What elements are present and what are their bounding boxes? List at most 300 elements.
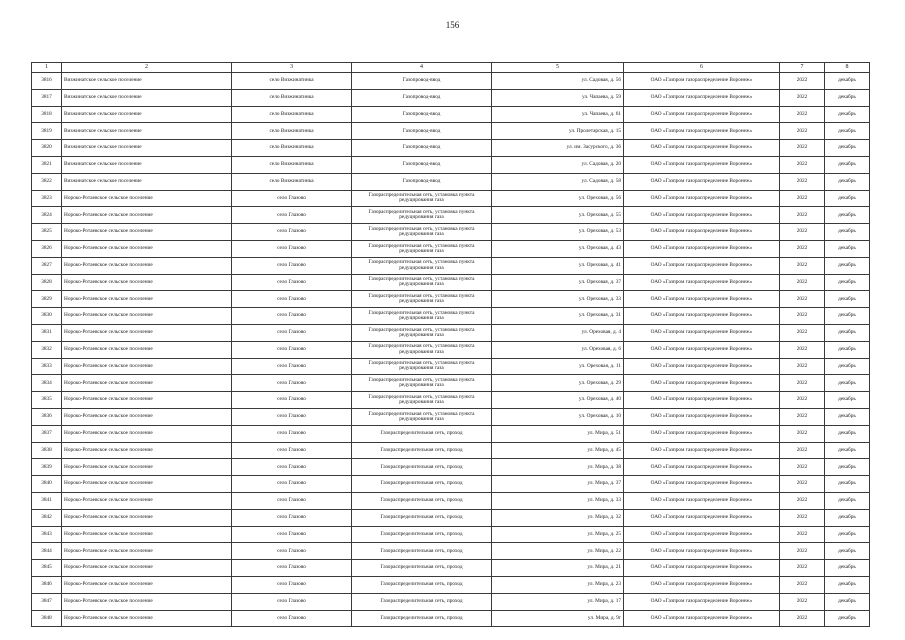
table-row <box>32 560 870 577</box>
row-number-cell: 3841 <box>32 492 62 509</box>
header-cell: 4 <box>352 63 492 73</box>
village-cell: село Глазово <box>232 291 352 308</box>
village-cell: село Глазово <box>232 526 352 543</box>
owner-cell: ОАО «Газпром газораспределение Воронеж» <box>624 123 780 140</box>
address-cell: ул. Садовая, д. 58 <box>492 173 624 190</box>
row-number-cell: 3818 <box>32 106 62 123</box>
settlement-cell: Нороко-Ротаевское сельское поселение <box>62 425 232 442</box>
village-cell: село Глазово <box>232 358 352 375</box>
table-row <box>32 358 870 375</box>
settlement-cell: Нороко-Ротаевское сельское поселение <box>62 324 232 341</box>
settlement-cell: Нороко-Ротаевское сельское поселение <box>62 308 232 325</box>
row-number-cell: 3839 <box>32 459 62 476</box>
table-row <box>32 509 870 526</box>
village-cell: село Глазово <box>232 593 352 610</box>
object-cell: Газопровод-ввод <box>352 106 492 123</box>
address-cell: ул. Ореховая, д. 11 <box>492 358 624 375</box>
row-number-cell: 3836 <box>32 408 62 425</box>
year-cell: 2022 <box>780 324 825 341</box>
settlement-cell: Визжинатское сельское поселение <box>62 173 232 190</box>
object-cell: Газопровод-ввод <box>352 173 492 190</box>
address-cell: ул. Мира, д. 17 <box>492 593 624 610</box>
row-number-cell: 3843 <box>32 526 62 543</box>
table-row <box>32 106 870 123</box>
month-cell: декабрь <box>825 156 870 173</box>
owner-cell: ОАО «Газпром газораспределение Воронеж» <box>624 274 780 291</box>
owner-cell: ОАО «Газпром газораспределение Воронеж» <box>624 73 780 90</box>
table-row <box>32 476 870 493</box>
address-cell: ул. Ореховая, д. 29 <box>492 375 624 392</box>
header-cell: 3 <box>232 63 352 73</box>
object-cell: Газораспределительная сеть, установка пункта редуцирования газа <box>352 190 492 207</box>
settlement-cell: Нороко-Ротаевское сельское поселение <box>62 610 232 627</box>
object-cell: Газораспределительная сеть, установка пункта редуцирования газа <box>352 224 492 241</box>
settlement-cell: Нороко-Ротаевское сельское поселение <box>62 358 232 375</box>
village-cell: село Глазово <box>232 442 352 459</box>
row-number-cell: 3819 <box>32 123 62 140</box>
settlement-cell: Нороко-Ротаевское сельское поселение <box>62 543 232 560</box>
village-cell: село Глазово <box>232 543 352 560</box>
object-cell: Газораспределительная сеть, установка пункта редуцирования газа <box>352 308 492 325</box>
month-cell: декабрь <box>825 123 870 140</box>
settlement-cell: Нороко-Ротаевское сельское поселение <box>62 476 232 493</box>
header-cell: 1 <box>32 63 62 73</box>
settlement-cell: Нороко-Ротаевское сельское поселение <box>62 257 232 274</box>
year-cell: 2022 <box>780 123 825 140</box>
address-cell: ул. Мира, д. 37 <box>492 476 624 493</box>
settlement-cell: Нороко-Ротаевское сельское поселение <box>62 509 232 526</box>
table-row <box>32 140 870 157</box>
address-cell: ул. Ореховая, д. 55 <box>492 207 624 224</box>
object-cell: Газопровод-ввод <box>352 156 492 173</box>
table-row <box>32 73 870 90</box>
header-cell: 5 <box>492 63 624 73</box>
month-cell: декабрь <box>825 324 870 341</box>
row-number-cell: 3831 <box>32 324 62 341</box>
settlement-cell: Нороко-Ротаевское сельское поселение <box>62 240 232 257</box>
settlement-cell: Визжинатское сельское поселение <box>62 140 232 157</box>
table-row <box>32 190 870 207</box>
month-cell: декабрь <box>825 291 870 308</box>
table-row <box>32 224 870 241</box>
owner-cell: ОАО «Газпром газораспределение Воронеж» <box>624 375 780 392</box>
village-cell: село Визжинатинка <box>232 156 352 173</box>
page-number: 156 <box>445 20 460 30</box>
village-cell: село Глазово <box>232 308 352 325</box>
owner-cell: ОАО «Газпром газораспределение Воронеж» <box>624 560 780 577</box>
month-cell: декабрь <box>825 274 870 291</box>
object-cell: Газораспределительная сеть, проход <box>352 610 492 627</box>
village-cell: село Глазово <box>232 425 352 442</box>
owner-cell: ОАО «Газпром газораспределение Воронеж» <box>624 190 780 207</box>
address-cell: ул. Мира, д. 33 <box>492 492 624 509</box>
month-cell: декабрь <box>825 257 870 274</box>
month-cell: декабрь <box>825 73 870 90</box>
year-cell: 2022 <box>780 610 825 627</box>
address-cell: ул. Ореховая, д. 33 <box>492 291 624 308</box>
table-row <box>32 123 870 140</box>
settlement-cell: Визжинатское сельское поселение <box>62 156 232 173</box>
month-cell: декабрь <box>825 509 870 526</box>
address-cell: ул. Ореховая, д. 37 <box>492 274 624 291</box>
header-cell: 6 <box>624 63 780 73</box>
table-row <box>32 492 870 509</box>
table-row <box>32 576 870 593</box>
table-row <box>32 459 870 476</box>
owner-cell: ОАО «Газпром газораспределение Воронеж» <box>624 291 780 308</box>
village-cell: село Глазово <box>232 576 352 593</box>
object-cell: Газораспределительная сеть, проход <box>352 576 492 593</box>
table-row <box>32 173 870 190</box>
owner-cell: ОАО «Газпром газораспределение Воронеж» <box>624 543 780 560</box>
row-number-cell: 3817 <box>32 89 62 106</box>
year-cell: 2022 <box>780 576 825 593</box>
year-cell: 2022 <box>780 156 825 173</box>
village-cell: село Глазово <box>232 392 352 409</box>
row-number-cell: 3835 <box>32 392 62 409</box>
table-row <box>32 375 870 392</box>
month-cell: декабрь <box>825 375 870 392</box>
row-number-cell: 3829 <box>32 291 62 308</box>
year-cell: 2022 <box>780 224 825 241</box>
year-cell: 2022 <box>780 240 825 257</box>
header-cell: 8 <box>825 63 870 73</box>
header-row <box>32 63 870 73</box>
object-cell: Газораспределительная сеть, установка пункта редуцирования газа <box>352 274 492 291</box>
year-cell: 2022 <box>780 291 825 308</box>
month-cell: декабрь <box>825 207 870 224</box>
year-cell: 2022 <box>780 375 825 392</box>
row-number-cell: 3822 <box>32 173 62 190</box>
owner-cell: ОАО «Газпром газораспределение Воронеж» <box>624 492 780 509</box>
address-cell: ул. Ореховая, д. 40 <box>492 392 624 409</box>
object-cell: Газораспределительная сеть, установка пункта редуцирования газа <box>352 375 492 392</box>
owner-cell: ОАО «Газпром газораспределение Воронеж» <box>624 257 780 274</box>
month-cell: декабрь <box>825 593 870 610</box>
table-body <box>32 63 870 627</box>
object-cell: Газораспределительная сеть, проход <box>352 543 492 560</box>
address-cell: ул. Ореховая, д. 43 <box>492 240 624 257</box>
row-number-cell: 3832 <box>32 341 62 358</box>
owner-cell: ОАО «Газпром газораспределение Воронеж» <box>624 392 780 409</box>
settlement-cell: Нороко-Ротаевское сельское поселение <box>62 207 232 224</box>
table-row <box>32 425 870 442</box>
settlement-cell: Нороко-Ротаевское сельское поселение <box>62 576 232 593</box>
owner-cell: ОАО «Газпром газораспределение Воронеж» <box>624 610 780 627</box>
object-cell: Газораспределительная сеть, установка пункта редуцирования газа <box>352 291 492 308</box>
settlement-cell: Визжинатское сельское поселение <box>62 123 232 140</box>
address-cell: ул. Чапаева, д. 61 <box>492 106 624 123</box>
address-cell: ул. Пролетарская, д. 15 <box>492 123 624 140</box>
object-cell: Газораспределительная сеть, установка пункта редуцирования газа <box>352 207 492 224</box>
village-cell: село Глазово <box>232 190 352 207</box>
row-number-cell: 3827 <box>32 257 62 274</box>
settlement-cell: Нороко-Ротаевское сельское поселение <box>62 224 232 241</box>
object-cell: Газораспределительная сеть, проход <box>352 476 492 493</box>
settlement-cell: Нороко-Ротаевское сельское поселение <box>62 291 232 308</box>
table-row <box>32 341 870 358</box>
row-number-cell: 3846 <box>32 576 62 593</box>
table-row <box>32 308 870 325</box>
address-cell: ул. Ореховая, д. 4 <box>492 324 624 341</box>
village-cell: село Визжинатинка <box>232 106 352 123</box>
object-cell: Газопровод-ввод <box>352 123 492 140</box>
month-cell: декабрь <box>825 106 870 123</box>
owner-cell: ОАО «Газпром газораспределение Воронеж» <box>624 224 780 241</box>
settlement-cell: Нороко-Ротаевское сельское поселение <box>62 560 232 577</box>
year-cell: 2022 <box>780 207 825 224</box>
year-cell: 2022 <box>780 274 825 291</box>
month-cell: декабрь <box>825 560 870 577</box>
month-cell: декабрь <box>825 526 870 543</box>
row-number-cell: 3830 <box>32 308 62 325</box>
table-row <box>32 442 870 459</box>
owner-cell: ОАО «Газпром газораспределение Воронеж» <box>624 89 780 106</box>
object-cell: Газопровод-ввод <box>352 140 492 157</box>
year-cell: 2022 <box>780 509 825 526</box>
month-cell: декабрь <box>825 543 870 560</box>
settlement-cell: Нороко-Ротаевское сельское поселение <box>62 375 232 392</box>
object-cell: Газораспределительная сеть, проход <box>352 560 492 577</box>
row-number-cell: 3844 <box>32 543 62 560</box>
address-cell: ул. Мира, д. 45 <box>492 442 624 459</box>
address-cell: ул. Мира, д. 21 <box>492 560 624 577</box>
village-cell: село Глазово <box>232 257 352 274</box>
village-cell: село Визжинатинка <box>232 73 352 90</box>
address-cell: ул. Мира, д. 51 <box>492 425 624 442</box>
object-cell: Газораспределительная сеть, установка пункта редуцирования газа <box>352 257 492 274</box>
settlement-cell: Нороко-Ротаевское сельское поселение <box>62 408 232 425</box>
row-number-cell: 3825 <box>32 224 62 241</box>
month-cell: декабрь <box>825 358 870 375</box>
row-number-cell: 3816 <box>32 73 62 90</box>
object-cell: Газораспределительная сеть, проход <box>352 459 492 476</box>
address-cell: ул. Мира, д. 32 <box>492 509 624 526</box>
row-number-cell: 3820 <box>32 140 62 157</box>
month-cell: декабрь <box>825 408 870 425</box>
owner-cell: ОАО «Газпром газораспределение Воронеж» <box>624 459 780 476</box>
object-cell: Газораспределительная сеть, установка пункта редуцирования газа <box>352 324 492 341</box>
settlement-cell: Нороко-Ротаевское сельское поселение <box>62 442 232 459</box>
settlement-cell: Нороко-Ротаевское сельское поселение <box>62 492 232 509</box>
month-cell: декабрь <box>825 224 870 241</box>
table-row <box>32 156 870 173</box>
month-cell: декабрь <box>825 610 870 627</box>
month-cell: декабрь <box>825 308 870 325</box>
village-cell: село Визжинатинка <box>232 123 352 140</box>
month-cell: декабрь <box>825 140 870 157</box>
year-cell: 2022 <box>780 408 825 425</box>
village-cell: село Глазово <box>232 207 352 224</box>
object-cell: Газораспределительная сеть, установка пункта редуцирования газа <box>352 240 492 257</box>
owner-cell: ОАО «Газпром газораспределение Воронеж» <box>624 341 780 358</box>
year-cell: 2022 <box>780 593 825 610</box>
year-cell: 2022 <box>780 560 825 577</box>
year-cell: 2022 <box>780 459 825 476</box>
month-cell: декабрь <box>825 392 870 409</box>
row-number-cell: 3824 <box>32 207 62 224</box>
row-number-cell: 3821 <box>32 156 62 173</box>
owner-cell: ОАО «Газпром газораспределение Воронеж» <box>624 526 780 543</box>
row-number-cell: 3826 <box>32 240 62 257</box>
row-number-cell: 3823 <box>32 190 62 207</box>
month-cell: декабрь <box>825 173 870 190</box>
address-cell: ул. Мира, д. 38 <box>492 459 624 476</box>
month-cell: декабрь <box>825 341 870 358</box>
year-cell: 2022 <box>780 358 825 375</box>
owner-cell: ОАО «Газпром газораспределение Воронеж» <box>624 207 780 224</box>
owner-cell: ОАО «Газпром газораспределение Воронеж» <box>624 408 780 425</box>
address-cell: ул. Ореховая, д. 53 <box>492 224 624 241</box>
object-cell: Газораспределительная сеть, проход <box>352 509 492 526</box>
row-number-cell: 3847 <box>32 593 62 610</box>
village-cell: село Визжинатинка <box>232 89 352 106</box>
village-cell: село Глазово <box>232 610 352 627</box>
year-cell: 2022 <box>780 341 825 358</box>
month-cell: декабрь <box>825 89 870 106</box>
settlement-cell: Нороко-Ротаевское сельское поселение <box>62 526 232 543</box>
settlement-cell: Нороко-Ротаевское сельское поселение <box>62 274 232 291</box>
owner-cell: ОАО «Газпром газораспределение Воронеж» <box>624 593 780 610</box>
row-number-cell: 3842 <box>32 509 62 526</box>
village-cell: село Глазово <box>232 492 352 509</box>
settlement-cell: Нороко-Ротаевское сельское поселение <box>62 341 232 358</box>
month-cell: декабрь <box>825 576 870 593</box>
settlement-cell: Нороко-Ротаевское сельское поселение <box>62 190 232 207</box>
table-row <box>32 593 870 610</box>
owner-cell: ОАО «Газпром газораспределение Воронеж» <box>624 156 780 173</box>
object-cell: Газопровод-ввод <box>352 73 492 90</box>
owner-cell: ОАО «Газпром газораспределение Воронеж» <box>624 442 780 459</box>
object-cell: Газораспределительная сеть, установка пункта редуцирования газа <box>352 341 492 358</box>
object-cell: Газораспределительная сеть, установка пункта редуцирования газа <box>352 408 492 425</box>
registry-table <box>31 62 870 627</box>
address-cell: ул. Мира, д. 9г <box>492 610 624 627</box>
month-cell: декабрь <box>825 459 870 476</box>
settlement-cell: Нороко-Ротаевское сельское поселение <box>62 459 232 476</box>
header-cell: 7 <box>780 63 825 73</box>
village-cell: село Глазово <box>232 324 352 341</box>
owner-cell: ОАО «Газпром газораспределение Воронеж» <box>624 308 780 325</box>
village-cell: село Глазово <box>232 509 352 526</box>
address-cell: ул. Садовая, д. 20 <box>492 156 624 173</box>
table-row <box>32 291 870 308</box>
year-cell: 2022 <box>780 140 825 157</box>
address-cell: ул. Мира, д. 25 <box>492 526 624 543</box>
table-row <box>32 240 870 257</box>
table-row <box>32 526 870 543</box>
owner-cell: ОАО «Газпром газораспределение Воронеж» <box>624 324 780 341</box>
address-cell: ул. Чапаева, д. 59 <box>492 89 624 106</box>
owner-cell: ОАО «Газпром газораспределение Воронеж» <box>624 425 780 442</box>
village-cell: село Глазово <box>232 224 352 241</box>
table-row <box>32 408 870 425</box>
owner-cell: ОАО «Газпром газораспределение Воронеж» <box>624 358 780 375</box>
table-row <box>32 543 870 560</box>
month-cell: декабрь <box>825 442 870 459</box>
address-cell: ул. Ореховая, д. 6 <box>492 341 624 358</box>
row-number-cell: 3840 <box>32 476 62 493</box>
settlement-cell: Визжинатское сельское поселение <box>62 106 232 123</box>
row-number-cell: 3828 <box>32 274 62 291</box>
year-cell: 2022 <box>780 476 825 493</box>
owner-cell: ОАО «Газпром газораспределение Воронеж» <box>624 576 780 593</box>
table-row <box>32 89 870 106</box>
settlement-cell: Визжинатское сельское поселение <box>62 89 232 106</box>
object-cell: Газораспределительная сеть, проход <box>352 425 492 442</box>
month-cell: декабрь <box>825 476 870 493</box>
owner-cell: ОАО «Газпром газораспределение Воронеж» <box>624 509 780 526</box>
year-cell: 2022 <box>780 492 825 509</box>
row-number-cell: 3833 <box>32 358 62 375</box>
table-row <box>32 274 870 291</box>
table-row <box>32 324 870 341</box>
village-cell: село Глазово <box>232 341 352 358</box>
settlement-cell: Нороко-Ротаевское сельское поселение <box>62 392 232 409</box>
row-number-cell: 3837 <box>32 425 62 442</box>
year-cell: 2022 <box>780 442 825 459</box>
village-cell: село Глазово <box>232 274 352 291</box>
owner-cell: ОАО «Газпром газораспределение Воронеж» <box>624 173 780 190</box>
year-cell: 2022 <box>780 106 825 123</box>
year-cell: 2022 <box>780 543 825 560</box>
village-cell: село Глазово <box>232 240 352 257</box>
year-cell: 2022 <box>780 392 825 409</box>
year-cell: 2022 <box>780 89 825 106</box>
year-cell: 2022 <box>780 257 825 274</box>
object-cell: Газопровод-ввод <box>352 89 492 106</box>
address-cell: ул. Ореховая, д. 56 <box>492 190 624 207</box>
year-cell: 2022 <box>780 173 825 190</box>
month-cell: декабрь <box>825 492 870 509</box>
settlement-cell: Визжинатское сельское поселение <box>62 73 232 90</box>
table-row <box>32 207 870 224</box>
object-cell: Газораспределительная сеть, установка пункта редуцирования газа <box>352 358 492 375</box>
address-cell: ул. Садовая, д. 56 <box>492 73 624 90</box>
year-cell: 2022 <box>780 425 825 442</box>
owner-cell: ОАО «Газпром газораспределение Воронеж» <box>624 140 780 157</box>
row-number-cell: 3834 <box>32 375 62 392</box>
object-cell: Газораспределительная сеть, проход <box>352 593 492 610</box>
object-cell: Газораспределительная сеть, проход <box>352 442 492 459</box>
address-cell: ул. Мира, д. 23 <box>492 576 624 593</box>
header-cell: 2 <box>62 63 232 73</box>
object-cell: Газораспределительная сеть, проход <box>352 526 492 543</box>
row-number-cell: 3838 <box>32 442 62 459</box>
object-cell: Газораспределительная сеть, установка пункта редуцирования газа <box>352 392 492 409</box>
address-cell: ул. Ореховая, д. 31 <box>492 308 624 325</box>
table-row <box>32 392 870 409</box>
owner-cell: ОАО «Газпром газораспределение Воронеж» <box>624 476 780 493</box>
village-cell: село Глазово <box>232 560 352 577</box>
settlement-cell: Нороко-Ротаевское сельское поселение <box>62 593 232 610</box>
village-cell: село Глазово <box>232 375 352 392</box>
year-cell: 2022 <box>780 73 825 90</box>
month-cell: декабрь <box>825 425 870 442</box>
village-cell: село Визжинатинка <box>232 140 352 157</box>
month-cell: декабрь <box>825 240 870 257</box>
table-row <box>32 257 870 274</box>
village-cell: село Глазово <box>232 476 352 493</box>
owner-cell: ОАО «Газпром газораспределение Воронеж» <box>624 106 780 123</box>
address-cell: ул. им. Засурского, д. 36 <box>492 140 624 157</box>
village-cell: село Глазово <box>232 408 352 425</box>
row-number-cell: 3845 <box>32 560 62 577</box>
row-number-cell: 3848 <box>32 610 62 627</box>
year-cell: 2022 <box>780 526 825 543</box>
village-cell: село Глазово <box>232 459 352 476</box>
address-cell: ул. Ореховая, д. 41 <box>492 257 624 274</box>
